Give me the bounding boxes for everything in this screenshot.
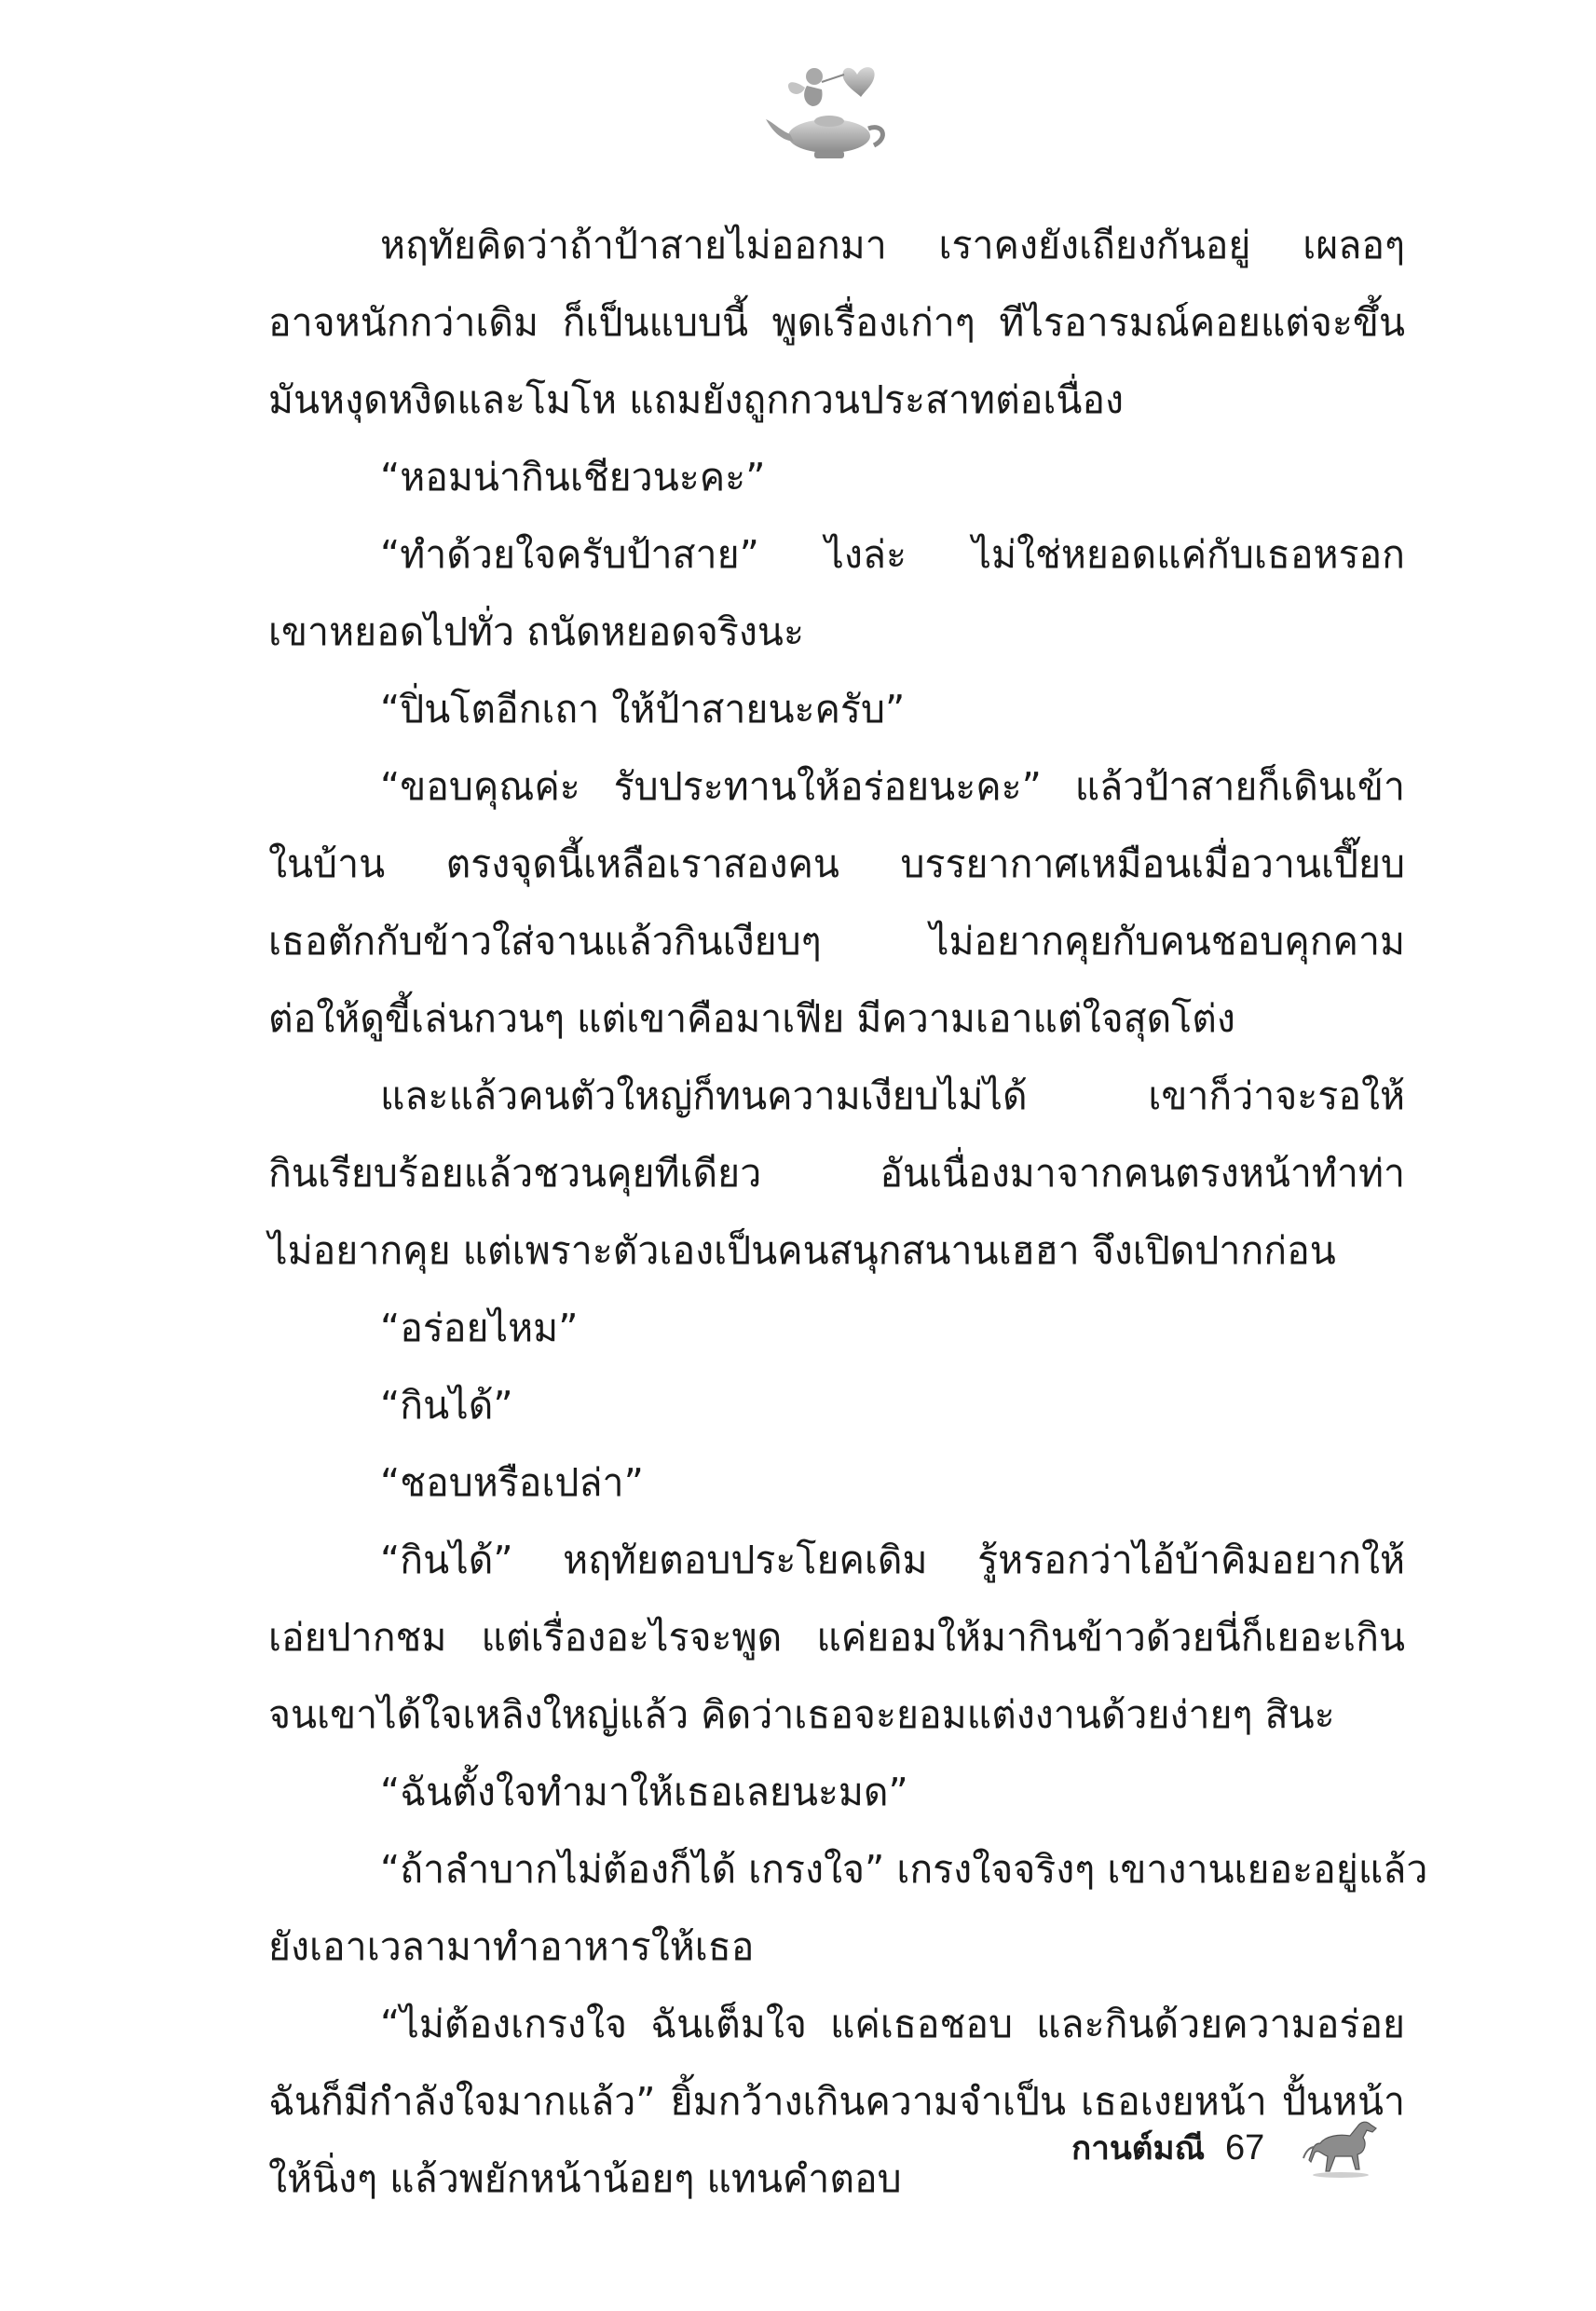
paragraph-line: ในบ้าน ตรงจุดนี้เหลือเราสองคน บรรยากาศเหมือนเมื่อวานเปี๊ยบ [268,841,1405,886]
paragraph-line: ต่อให้ดูขี้เล่นกวนๆ แต่เขาคือมาเฟีย มีความเอาแต่ใจสุดโต่ง [268,996,1235,1041]
paragraph-line: เธอตักกับข้าวใส่จานแล้วกินเงียบๆ ไม่อยากคุยกับคนชอบคุกคาม [268,919,1405,964]
story-text [268,207,1428,2218]
dialogue-line: “ถ้าลำบากไม่ต้องก็ได้ เกรงใจ” เกรงใจจริงๆ เขางานเยอะอยู่แล้ว [380,1847,1428,1892]
dialogue-line: “ทำด้วยใจครับป้าสาย” ไงล่ะ ไม่ใช่หยอดแค่กับเธอหรอก [380,532,1405,577]
paragraph-line: ให้นิ่งๆ แล้วพยักหน้าน้อยๆ แทนคำตอบ [268,2156,902,2201]
cupid-teapot-icon [753,54,902,166]
dialogue-line: “ปิ่นโตอีกเถา ให้ป้าสายนะครับ” [380,687,906,732]
paragraph-line: ยังเอาเวลามาทำอาหารให้เธอ [268,1924,755,1969]
paragraph-line: ฉันก็มีกำลังใจมากแล้ว” ยิ้มกว้างเกินความจำเป็น เธอเงยหน้า ปั้นหน้า [268,2079,1405,2124]
paragraph-line: อาจหนักกว่าเดิม ก็เป็นแบบนี้ พูดเรื่องเก่าๆ ทีไรอารมณ์คอยแต่จะขึ้น [268,300,1405,345]
paragraph-line: เอ่ยปากชม แต่เรื่องอะไรจะพูด แค่ยอมให้มากินข้าวด้วยนี่ก็เยอะเกิน [268,1615,1405,1660]
dialogue-line: “ฉันตั้งใจทำมาให้เธอเลยนะมด” [380,1770,908,1814]
dialogue-line: “ไม่ต้องเกรงใจ ฉันเต็มใจ แค่เธอชอบ และกินด้วยความอร่อย [380,2002,1405,2046]
paragraph-line: และแล้วคนตัวใหญ่ก็ทนความเงียบไม่ได้ เขาก็ว่าจะรอให้ [380,1073,1405,1118]
dialogue-line: “หอมน่ากินเชียวนะคะ” [380,455,766,499]
page-number: 67 [1225,2127,1265,2167]
page-footer [1071,2115,1385,2181]
dialogue-line: “ขอบคุณค่ะ รับประทานให้อร่อยนะคะ” แล้วป้าสายก็เดินเข้า [380,764,1405,809]
dialogue-line: “กินได้” [380,1383,513,1428]
horse-icon [1302,2115,1385,2181]
author-name: กานต์มณี [1071,2129,1206,2167]
paragraph-line: ไม่อยากคุย แต่เพราะตัวเองเป็นคนสนุกสนานเฮฮา จึงเปิดปากก่อน [268,1228,1336,1273]
paragraph-line: มันหงุดหงิดและโมโห แถมยังถูกกวนประสาทต่อเนื่อง [268,377,1125,422]
paragraph-line: เขาหยอดไปทั่ว ถนัดหยอดจริงนะ [268,609,804,654]
paragraph-line: จนเขาได้ใจเหลิงใหญ่แล้ว คิดว่าเธอจะยอมแต่งงานด้วยง่ายๆ สินะ [268,1692,1335,1737]
paragraph-line: กินเรียบร้อยแล้วชวนคุยทีเดียว อันเนื่องมาจากคนตรงหน้าทำท่า [268,1151,1405,1196]
dialogue-line: “กินได้” หฤทัยตอบประโยคเดิม รู้หรอกว่าไอ้บ้าคิมอยากให้ [380,1538,1405,1582]
dialogue-line: “ชอบหรือเปล่า” [380,1460,644,1505]
paragraph-line: หฤทัยคิดว่าถ้าป้าสายไม่ออกมา เราคงยังเถียงกันอยู่ เผลอๆ [380,223,1405,267]
dialogue-line: “อร่อยไหม” [380,1306,579,1350]
